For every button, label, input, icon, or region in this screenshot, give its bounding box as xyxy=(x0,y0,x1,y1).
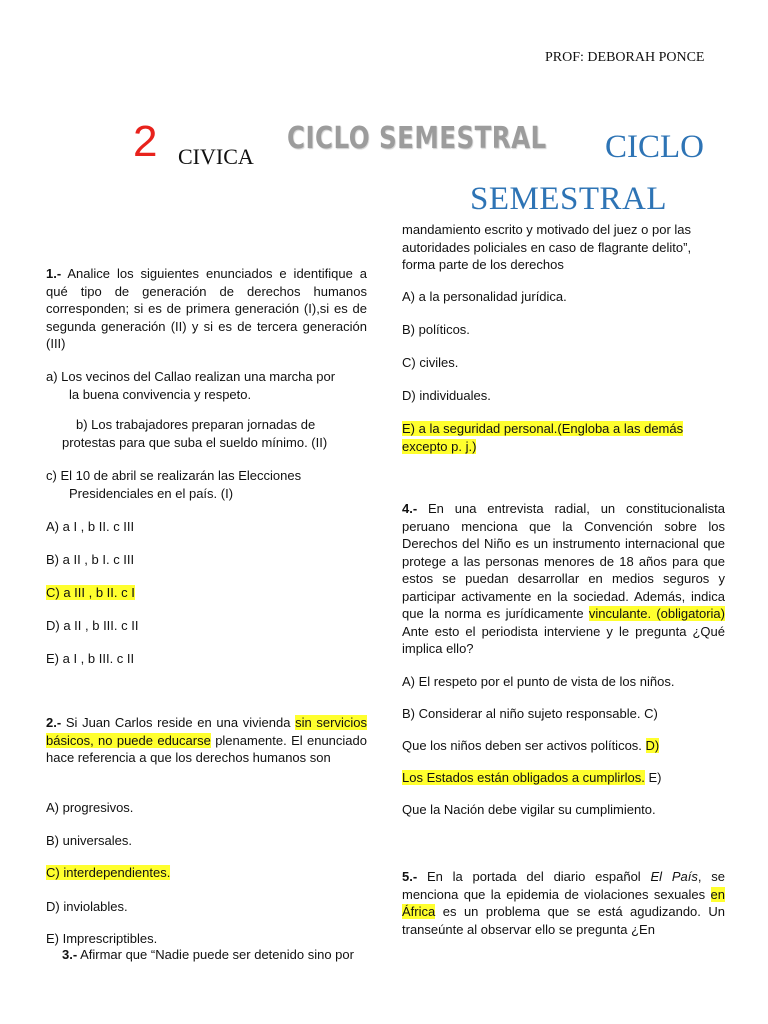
q2-highlight: sin servicios básicos, no puede educarse xyxy=(46,715,367,748)
q1-option-d: D) a II , b III. c II xyxy=(46,618,139,633)
q3-answer-highlight-line1: E) a la seguridad personal.(Engloba a las demás xyxy=(402,421,684,436)
question-3-continued: mandamiento escrito y motivado del juez o por las autoridades policiales en caso de flagrante delito”, forma parte de los derechos xyxy=(402,222,692,272)
cycle-title-line2: SEMESTRAL xyxy=(470,181,668,217)
q4-highlight: vinculante. (obligatoria) xyxy=(588,606,725,621)
q1-option-e: E) a I , b III. c II xyxy=(46,651,135,666)
q3-option-e xyxy=(402,420,732,455)
q4-option-a: A) El respeto por el punto de vista de los niños. xyxy=(402,674,675,689)
q2-option-b: B) universales. xyxy=(46,833,132,848)
q1-statement-b: b) Los trabajadores preparan jornadas de protestas para que suba el sueldo mínimo. (II) xyxy=(62,417,328,450)
q1-option-b: B) a II , b I. c III xyxy=(46,552,135,567)
question-4-number: 4.- xyxy=(402,501,418,516)
question-3-start: 3.- Afirmar que “Nadie puede ser detenido sino por xyxy=(62,947,354,962)
q1-option-c xyxy=(46,584,135,602)
q2-option-e: E) Imprescriptibles. xyxy=(46,931,158,946)
q1-answer-highlight: C) a III , b II. c I xyxy=(46,585,135,600)
question-3-number: 3.- xyxy=(62,947,78,962)
q1-statement-a: a) Los vecinos del Callao realizan una marcha por la buena convivencia y respeto. xyxy=(46,369,336,402)
q1-option-a: A) a I , b II. c III xyxy=(46,519,135,534)
q4-option-b: B) Considerar al niño sujeto responsable. C) xyxy=(402,706,658,721)
q5-highlight: en África xyxy=(402,886,725,919)
cycle-watermark: CICLO SEMESTRAL xyxy=(287,121,547,156)
subject-title: CIVICA xyxy=(178,144,254,169)
question-1-number: 1.- xyxy=(46,266,62,281)
prof-name: PROF: DEBORAH PONCE xyxy=(545,50,705,65)
question-5-number: 5.- xyxy=(402,869,418,884)
q2-option-c xyxy=(46,864,170,882)
q1-statement-c: c) El 10 de abril se realizarán las Elecciones Presidenciales en el país. (I) xyxy=(46,468,302,501)
q3-answer-highlight-line2: excepto p. j.) xyxy=(402,438,477,454)
q4-answer-highlight: Los Estados están obligados a cumplirlos. xyxy=(402,770,645,785)
q3-option-d: D) individuales. xyxy=(402,388,491,403)
q4-option-d: Los Estados están obligados a cumplirlos. E) xyxy=(402,770,662,785)
q2-answer-highlight: C) interdependientes. xyxy=(46,865,171,880)
q4-option-e: Que la Nación debe vigilar su cumplimiento. xyxy=(402,802,656,817)
q3-option-b: B) políticos. xyxy=(402,322,470,337)
question-2-number: 2.- xyxy=(46,715,62,730)
grade-number: 2 xyxy=(133,117,158,166)
newspaper-name: El País xyxy=(650,869,698,884)
q2-option-d: D) inviolables. xyxy=(46,899,128,914)
cycle-title-line1: CICLO xyxy=(605,129,704,165)
q4-answer-label-highlight: D) xyxy=(645,738,660,753)
question-5-text: 5.- En la portada del diario español El País, se menciona que la epidemia de violaciones sexuales en África es un problema que se está agudizando. Un transeúnte al observar ello se pregunta ¿En xyxy=(402,869,725,937)
question-4-text: 4.- En una entrevista radial, un constitucionalista peruano menciona que la Convención sobre los Derechos del Niño es un instrumento internacional que protege a las personas menores de 18 años para que estos se puedan desarrollar en medios seguros y participar activamente en la sociedad. Además, indica que la norma es jurídicamente vinculante. (obligatoria) Ante esto el periodista interviene y le pregunta ¿Qué implica ello? xyxy=(402,501,725,656)
question-1-text: 1.- Analice los siguientes enunciados e identifique a qué tipo de generación de derechos humanos corresponden; si es de primera generación (I),si es de segunda generación (II) y si es de tercera generación (III) xyxy=(46,266,367,351)
q3-option-a: A) a la personalidad jurídica. xyxy=(402,289,567,304)
q2-option-a: A) progresivos. xyxy=(46,800,134,815)
q4-option-c: Que los niños deben ser activos políticos. D) xyxy=(402,738,660,753)
q3-option-c: C) civiles. xyxy=(402,355,459,370)
question-2-text: 2.- Si Juan Carlos reside en una vivienda sin servicios básicos, no puede educarse plenamente. El enunciado hace referencia a que los derechos humanos son xyxy=(46,715,367,765)
